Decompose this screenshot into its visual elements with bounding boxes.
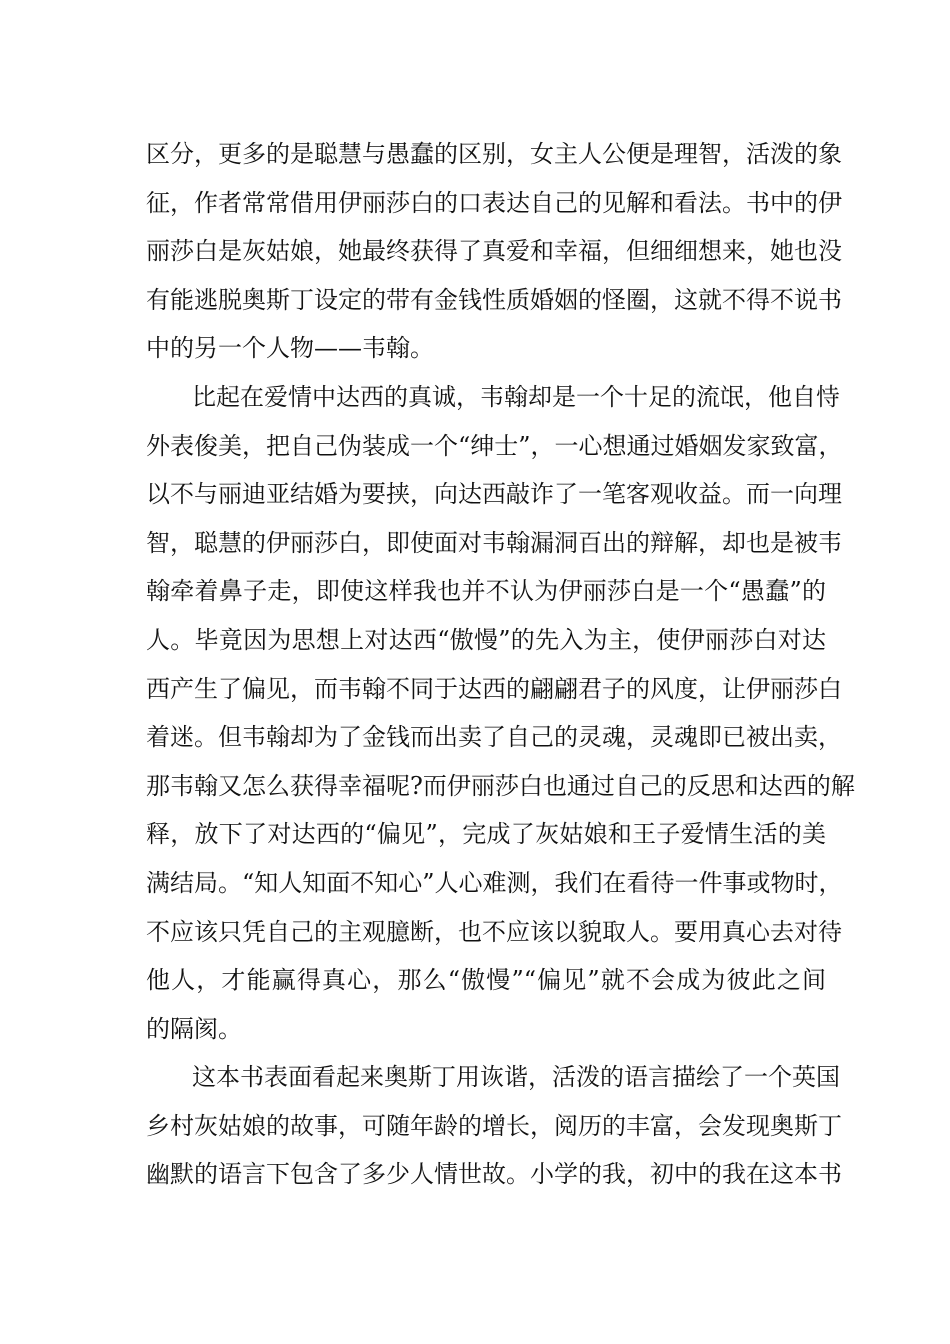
text-line: 释，放下了对达西的“偏见”，完成了灰姑娘和王子爱情生活的美 [146, 820, 826, 849]
text-line: 丽莎白是灰姑娘，她最终获得了真爱和幸福，但细细想来，她也没 [146, 237, 842, 266]
text-line: 那韦翰又怎么获得幸福呢?而伊丽莎白也通过自己的反思和达西的解 [146, 771, 855, 800]
text-line: 有能逃脱奥斯丁设定的带有金钱性质婚姻的怪圈，这就不得不说书 [146, 285, 842, 314]
text-line: 他人，才能赢得真心，那么“傲慢”“偏见”就不会成为彼此之间 [146, 966, 826, 995]
text-line: 翰牵着鼻子走，即使这样我也并不认为伊丽莎白是一个“愚蠢”的 [146, 577, 826, 606]
text-line: 乡村灰姑娘的故事，可随年龄的增长，阅历的丰富，会发现奥斯丁 [146, 1111, 842, 1140]
paragraph-first-line: 这本书表面看起来奥斯丁用诙谐，活泼的语言描绘了一个英国 [192, 1063, 840, 1092]
text-line: 征，作者常常借用伊丽莎白的口表达自己的见解和看法。书中的伊 [146, 188, 842, 217]
text-line: 外表俊美，把自己伪装成一个“绅士”，一心想通过婚姻发家致富， [146, 431, 843, 460]
text-line: 幽默的语言下包含了多少人情世故。小学的我，初中的我在这本书 [146, 1160, 842, 1189]
text-line: 着迷。但韦翰却为了金钱而出卖了自己的灵魂，灵魂即已被出卖， [146, 723, 842, 752]
text-line: 区分，更多的是聪慧与愚蠢的区别，女主人公便是理智，活泼的象 [146, 140, 842, 168]
text-line: 智，聪慧的伊丽莎白，即使面对韦翰漏洞百出的辩解，却也是被韦 [146, 528, 842, 557]
text-line: 的隔阂。 [146, 1014, 242, 1043]
text-line: 满结局。“知人知面不知心”人心难测，我们在看待一件事或物时， [146, 868, 843, 897]
text-line: 不应该只凭自己的主观臆断，也不应该以貌取人。要用真心去对待 [146, 917, 842, 946]
text-line: 以不与丽迪亚结婚为要挟，向达西敲诈了一笔客观收益。而一向理 [146, 480, 842, 509]
text-line: 西产生了偏见，而韦翰不同于达西的翩翩君子的风度，让伊丽莎白 [146, 674, 842, 703]
paragraph-first-line: 比起在爱情中达西的真诚，韦翰却是一个十足的流氓，他自恃 [192, 382, 840, 411]
text-line: 中的另一个人物——韦翰。 [146, 334, 434, 363]
body-text [146, 130, 855, 1199]
text-line: 人。毕竟因为思想上对达西“傲慢”的先入为主，使伊丽莎白对达 [146, 625, 826, 654]
